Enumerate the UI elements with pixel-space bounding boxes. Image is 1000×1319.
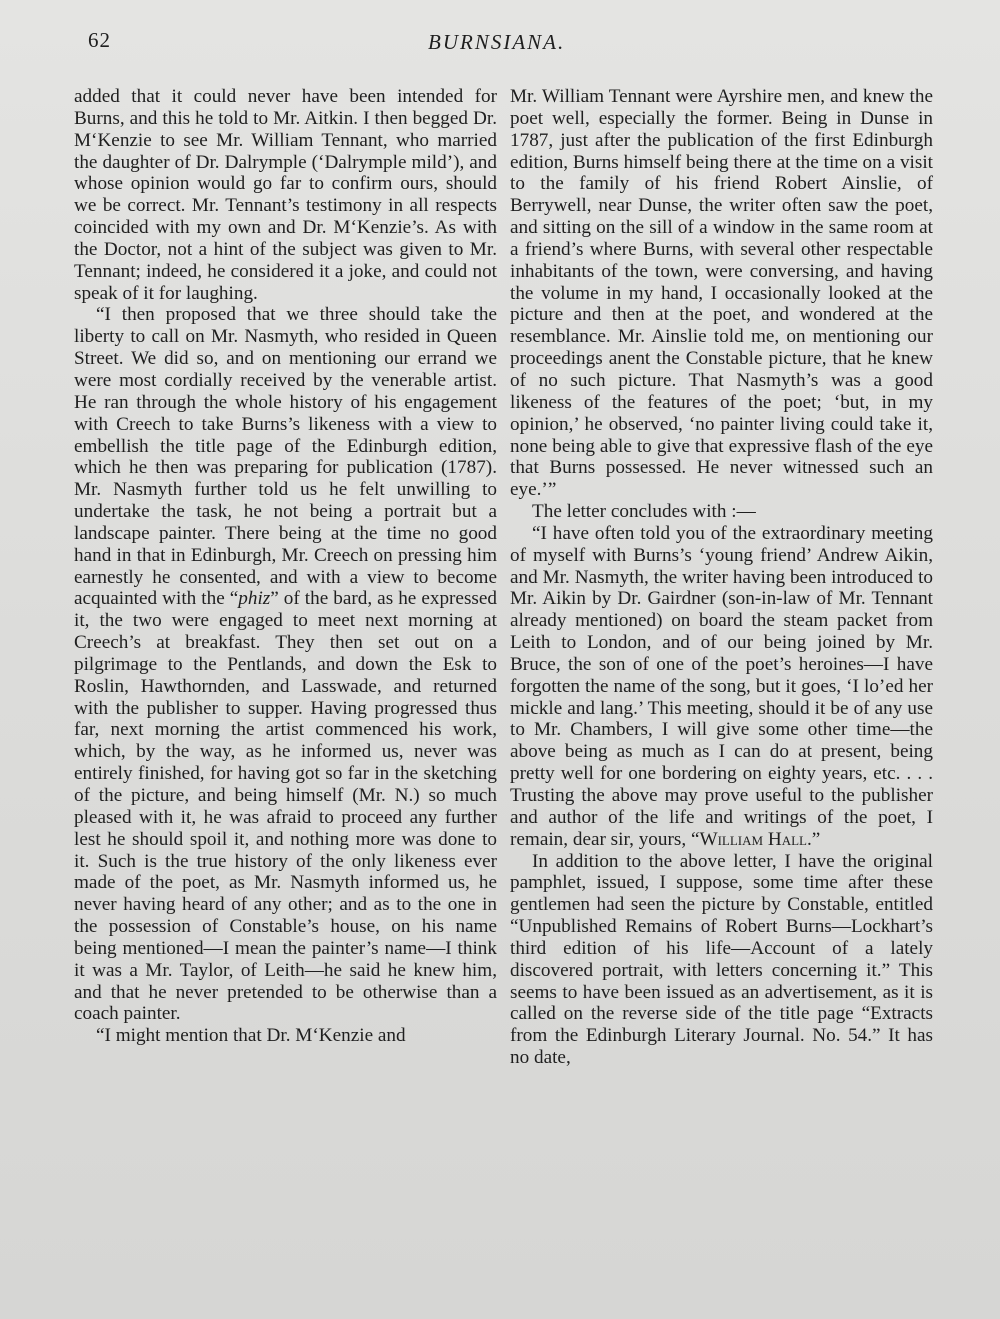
page-header xyxy=(88,28,930,58)
running-title: BURNSIANA. xyxy=(428,30,566,54)
signature: “William Hall.” xyxy=(690,828,821,850)
paragraph: The letter concludes with :— xyxy=(532,501,756,523)
paragraph xyxy=(510,523,933,851)
paragraph: In addition to the above letter, I have the original pamphlet, issued, I suppose, some time after these gentlemen had seen the picture by Constable, entitled “Unpublished Remains of Robert Burns—Lockhart’s third edition of his life—Account of a lately discovered portrait, with letters concerning it.” This seems to have been issued as an advertisement, as it is called on the reverse side of the title page “Extracts from the Edinburgh Literary Journal. No. 54.” It has no date, xyxy=(510,850,933,1069)
text-run: “I have often told you of the extraordinary meeting of myself with Burns’s ‘young friend’ Andrew Aikin, and Mr. Nasmyth, the writer having been introduced to Mr. Aikin by Dr. Gairdner (son-in-law of Mr. Tennant already mentioned) on board the steam packet from Leith to London, and of our being joined by Mr. Bruce, the son of one of the poet’s heroines—I have forgotten the name of the song, but it goes, ‘I lo’ed her mickle and lang.’ This meeting, should it be of any use to Mr. Chambers, I will give some other time—the above being as much as I can do at present, being pretty well for one bordering on eighty years, etc. . . . Trusting the above may prove useful to the publisher and author of the life and writings of the poet, I remain, dear sir, yours, xyxy=(510,522,933,850)
left-column xyxy=(74,86,497,1047)
text-run: ” of the bard, as he expressed it, the two were engaged to meet next morning at Creech’s at breakfast. They then set out on a pilgrimage to the Pentlands, and down the Esk to Roslin, Hawthornden, and Lasswade, and returned with the publisher to supper. Having progressed thus far, next morning the artist commenced his work, which, by the way, as he informed us, never was entirely finished, for having got so far in the sketching of the picture, and being himself (Mr. N.) so much pleased with it, he was afraid to proceed any further lest he should spoil it, and nothing more was done to it. Such is the true history of the only likeness ever made of the poet, as Mr. Nasmyth informed us, he never having heard of any other; and as to the one in the possession of Constable’s house, on his name being mentioned—I mean the painter’s name—I think it was a Mr. Taylor, of Leith—he said he knew him, and that he never pretended to be otherwise than a coach painter. xyxy=(74,588,497,1025)
paragraph xyxy=(74,304,497,1025)
right-column xyxy=(510,86,933,1069)
paragraph: added that it could never have been intended for Burns, and this he told to Mr. Aitkin. I then begged Dr. M‘Kenzie to see Mr. William Tennant, who married the daughter of Dr. Dalrymple (‘Dalrymple mild’), and whose opinion would go far to confirm ours, should we be correct. Mr. Tennant’s testimony in all respects coincided with my own and Dr. M‘Kenzie’s. As with the Doctor, not a hint of the subject was given to Mr. Tennant; indeed, he considered it a joke, and could not speak of it for laughing. xyxy=(74,86,497,304)
italic-word: phiz xyxy=(238,588,271,610)
text-run: “I then proposed that we three should take the liberty to call on Mr. Nasmyth, who resided in Queen Street. We did so, and on mentioning our errand we were most cordially received by the venerable artist. He ran through the whole history of his engagement with Creech to take Burns’s likeness with a view to embellish the title page of the Edinburgh edition, which he then was preparing for publication (1787). Mr. Nasmyth further told us he felt unwilling to undertake the task, he not being a portrait but a landscape painter. There being at the time no good hand in that in Edinburgh, Mr. Creech on pressing him earnestly he consented, and with a view to become acquainted with the “ xyxy=(74,304,497,610)
paragraph: Mr. William Tennant were Ayrshire men, and knew the poet well, especially the former. Being in Dunse in 1787, just after the publication of the first Edinburgh edition, Burns himself being there at the time on a visit to the family of his friend Robert Ainslie, of Berrywell, near Dunse, the writer often saw the poet, and sitting on the sill of a window in the same room at a friend’s where Burns, with several other respectable inhabitants of the town, were conversing, and having the volume in my hand, I occasionally looked at the picture and then at the poet, and wondered at the resemblance. Mr. Ainslie told me, on mentioning our proceedings anent the Constable picture, that he knew of no such picture. That Nasmyth’s was a good likeness of the features of the poet; ‘but, in my opinion,’ he observed, ‘no painter living could take it, none being able to give that expressive flash of the eye that Burns possessed. He never witnessed such an eye.’” xyxy=(510,86,933,501)
page-number: 62 xyxy=(88,28,111,52)
paragraph: “I might mention that Dr. M‘Kenzie and xyxy=(96,1025,406,1047)
